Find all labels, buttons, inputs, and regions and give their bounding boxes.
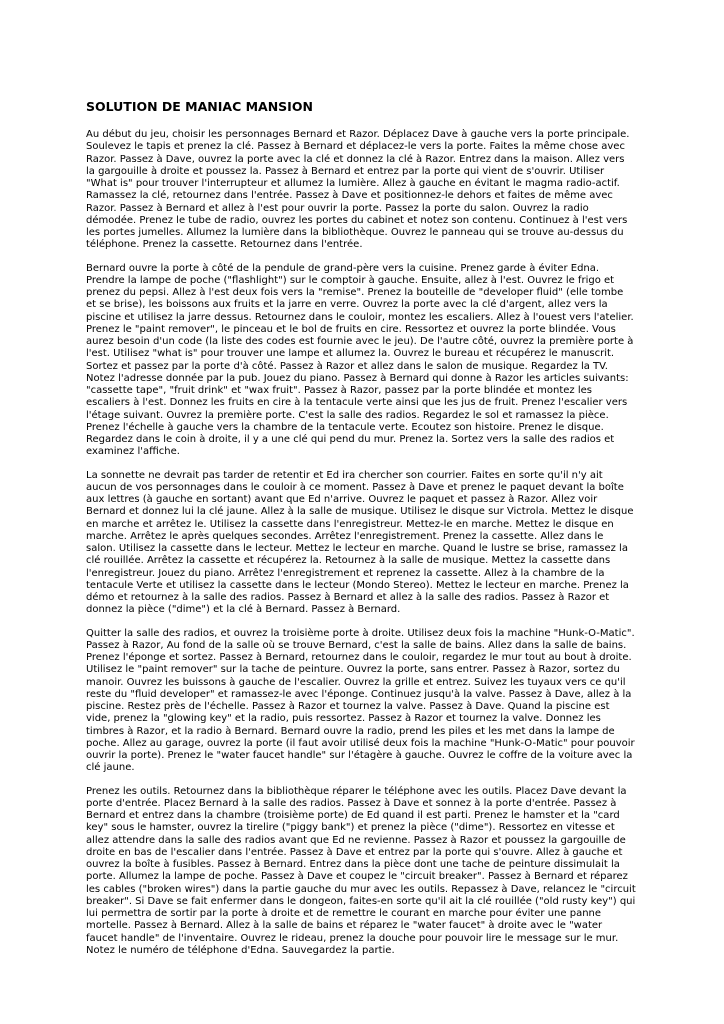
paragraph-3: La sonnette ne devrait pas tarder de retentir et Ed ira chercher son courrier. Faites en sorte qu'il n'y ait aucun de vos personnages dans le couloir à ce moment. Passez à Dave et prenez le paquet devant la boîte aux lettres (à gauche en sortant) avant que Ed n'arrive. Ouvrez le paquet et passez à Razor. Allez voir Bernard et donnez lui la clé jaune. Allez à la salle de musique. Utilisez le disque sur Victrola. Mettez le disque en marche et arrêtez le. Utilisez la cassette dans l'enregistreur. Mettez-le en marche. Mettez le disque en marche. Arrêtez le après quelques secondes. Arrêtez l'enregistrement. Prenez la cassette. Allez dans le salon. Utilisez la cassette dans le lecteur. Mettez le lecteur en marche. Quand le lustre se brise, ramassez la clé rouillée. Arrêtez la cassette et récupérez la. Retournez à la salle de musique. Mettez la cassette dans l'enregistreur. Jouez du piano. Arrêtez l'enregistrement et reprenez la cassette. Allez à la chambre de la tentacule Verte et utilisez la cassette dans le lecteur (Mondo Stereo). Mettez le lecteur en marche. Prenez la démo et retournez à la salle des radios. Passez à Bernard et allez à la salle des radios. Passez à Razor et donnez la pièce ("dime") et la clé à Bernard. Passez à Bernard. — [86, 469, 634, 616]
paragraph-1: Au début du jeu, choisir les personnages Bernard et Razor. Déplacez Dave à gauche vers la porte principale. Soulevez le tapis et prenez la clé. Passez à Bernard et déplacez-le vers la porte. Faites la même chose avec Razor. Passez à Dave, ouvrez la porte avec la clé et donnez la clé à Razor. Entrez dans la maison. Allez vers la gargouille à droite et poussez la. Passez à Bernard et entrez par la porte qui vient de s'ouvrir. Utiliser "What is" pour trouver l'interrupteur et allumez la lumière. Allez à gauche en évitant le magma radio-actif. Ramassez la clé, retournez dans l'entrée. Passez à Dave et positionnez-le dehors et faites de même avec Razor. Passez à Bernard et allez à l'est pour ouvrir la porte. Passez la porte du salon. Ouvrez la radio démodée. Prenez le tube de radio, ouvrez les portes du cabinet et notez son contenu. Continuez à l'est vers les portes jumelles. Allumez la lumière dans la bibliothèque. Ouvrez le panneau qui se trouve au-dessus du téléphone. Prenez la cassette. Retournez dans l'entrée. — [86, 129, 630, 251]
document-title: SOLUTION DE MANIAC MANSION — [86, 99, 313, 114]
paragraph-5: Prenez les outils. Retournez dans la bibliothèque réparer le téléphone avec les outils. Placez Dave devant la porte d'entrée. Placez Bernard à la salle des radios. Passez à Dave et sonnez à la porte d'entrée. Passez à Bernard et entrez dans la chambre (troisième porte) de Ed quand il est parti. Prenez le hamster et la "card key" sous le hamster, ouvrez la tirelire ("piggy bank") et prenez la pièce ("dime"). Ressortez en vitesse et allez attendre dans la salle des radios avant que Ed ne revienne. Passez à Razor et poussez la gargouille de droite en bas de l'escalier dans l'entrée. Passez à Dave et entrez par la porte qui s'ouvre. Allez à gauche et ouvrez la boîte à fusibles. Passez à Bernard. Entrez dans la pièce dont une tache de peinture dissimulait la porte. Allumez la lampe de poche. Passez à Dave et coupez le "circuit breaker". Passez à Bernard et réparez les cables ("broken wires") dans la partie gauche du mur avec les outils. Repassez à Dave, relancez le "circuit breaker". Si Dave se fait enfermer dans le dongeon, faites-en sorte qu'il ait la clé rouillée ("old rusty key") qui lui permettra de sortir par la porte à droite et de remettre le courant en marche pour éviter une panne mortelle. Passez à Bernard. Allez à la salle de bains et réparez le "water faucet" à droite avec le "water faucet handle" de l'inventaire. Ouvrez le rideau, prenez la douche pour pouvoir lire le message sur le mur. Notez le numéro de téléphone d'Edna. Sauvegardez la partie. — [86, 785, 636, 956]
paragraph-2: Bernard ouvre la porte à côté de la pendule de grand-père vers la cuisine. Prenez garde à éviter Edna. Prendre la lampe de poche ("flashlight") sur le comptoir à gauche. Ensuite, allez à l'est. Ouvrez le frigo et prenez du pepsi. Allez à l'est deux fois vers la "remise". Prenez la bouteille de "developer fluid" (elle tombe et se brise), les boissons aux fruits et la jarre en verre. Ouvrez la porte avec la clé d'argent, allez vers la piscine et utilisez la jarre dessus. Retournez dans le couloir, montez les escaliers. Allez à l'ouest vers l'atelier. Prenez le "paint remover", le pinceau et le bol de fruits en cire. Ressortez et ouvrez la porte blindée. Vous aurez besoin d'un code (la liste des codes est fournie avec le jeu). De l'autre côté, ouvrez la première porte à l'est. Utilisez "what is" pour trouver une lampe et allumez la. Ouvrez le bureau et récupérez le manuscrit. Sortez et passez par la porte d'à côté. Passez à Razor et allez dans le salon de musique. Regardez la TV. Notez l'adresse donnée par la pub. Jouez du piano. Passez à Bernard qui donne à Razor les articles suivants: "cassette tape", "fruit drink" et "wax fruit". Passez à Razor, passez par la porte blindée et montez les escaliers à l'est. Donnez les fruits en cire à la tentacule verte ainsi que les jus de fruit. Prenez l'escalier vers l'étage suivant. Ouvrez la première porte. C'est la salle des radios. Regardez le sol et ramassez la pièce. Prenez l'échelle à gauche vers la chambre de la tentacule verte. Ecoutez son histoire. Prenez le disque. Regardez dans le coin à droite, il y a une clé qui pend du mur. Prenez la. Sortez vers la salle des radios et examinez l'affiche. — [86, 262, 634, 458]
paragraph-4: Quitter la salle des radios, et ouvrez la troisième porte à droite. Utilisez deux fois la machine "Hunk-O-Matic". Passez à Razor, Au fond de la salle où se trouve Bernard, c'est la salle de bains. Allez dans la salle de bains. Prenez l'éponge et sortez. Passez à Bernard, retournez dans le couloir, regardez le mur tout au bout à droite. Utilisez le "paint remover" sur la tache de peinture. Ouvrez la porte, sans entrer. Passez à Razor, sortez du manoir. Ouvrez les buissons à gauche de l'escalier. Ouvrez la grille et entrez. Suivez les tuyaux vers ce qu'il reste du "fluid developer" et ramassez-le avec l'éponge. Continuez jusqu'à la valve. Passez à Dave, allez à la piscine. Restez près de l'échelle. Passez à Razor et tournez la valve. Passez à Dave. Quand la piscine est vide, prenez la "glowing key" et la radio, puis ressortez. Passez à Razor et tournez la valve. Donnez les timbres à Razor, et la radio à Bernard. Bernard ouvre la radio, prend les piles et les met dans la lampe de poche. Allez au garage, ouvrez la porte (il faut avoir utilisé deux fois la machine "Hunk-O-Matic" pour pouvoir ouvrir la porte). Prenez le "water faucet handle" sur l'étagère à gauche. Ouvrez le coffre de la voiture avec la clé jaune. — [86, 627, 635, 774]
document-page — [86, 99, 636, 968]
